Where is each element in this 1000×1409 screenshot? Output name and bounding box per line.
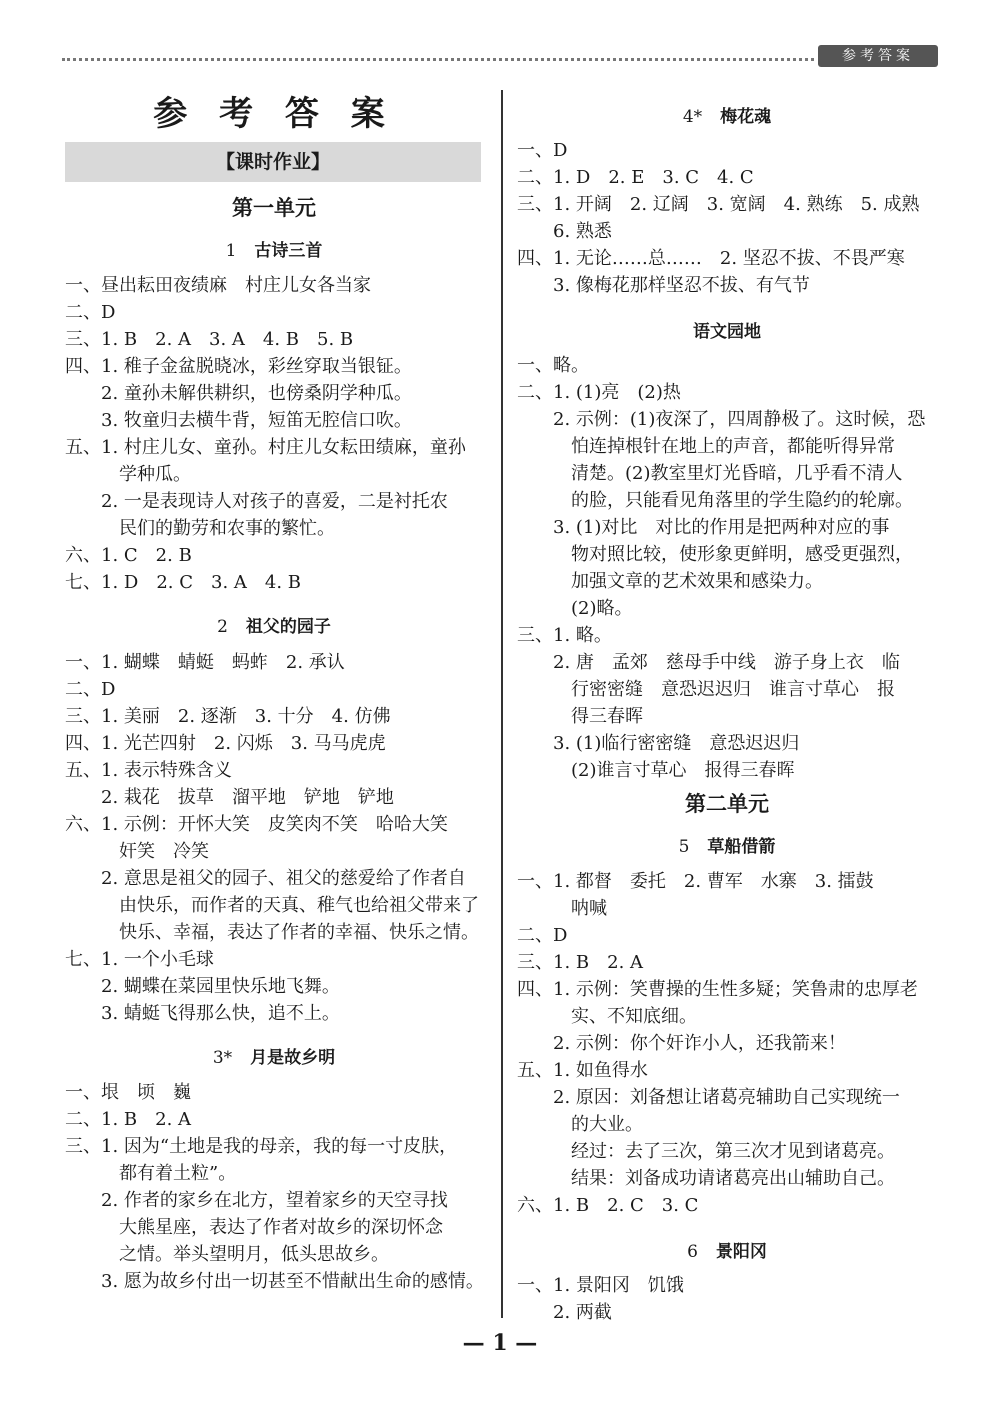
right-answer-line: 行密密缝 意恐迟迟归 谁言寸草心 报: [571, 679, 895, 700]
left-answer-line: 3. 牧童归去横牛背，短笛无腔信口吹。: [101, 410, 412, 431]
right-answer-line: 三、1. B 2. A: [517, 952, 644, 973]
left-answer-line: 三、1. 因为“土地是我的母亲，我的每一寸皮肤，: [65, 1136, 458, 1157]
right-answer-line: 四、1. 无论……总…… 2. 坚忍不拔、不畏严寒: [517, 248, 905, 269]
left-unit-heading: 第一单元: [232, 196, 316, 220]
right-answer-line: 的脸，只能看见角落里的学生隐约的轮廓。: [571, 490, 913, 511]
lesson-title: 祖父的园子: [245, 617, 331, 637]
right-lesson-heading: [517, 317, 937, 342]
lesson-title: 梅花魂: [720, 107, 772, 127]
left-answer-line: 2. 意思是祖父的园子、祖父的慈爱给了作者自: [101, 868, 466, 889]
left-lesson-heading: [65, 612, 483, 637]
left-answer-line: 之情。举头望明月，低头思故乡。: [119, 1244, 389, 1265]
left-answer-line: 学种瓜。: [119, 464, 191, 485]
left-answer-line: 由快乐，而作者的天真、稚气也给祖父带来了: [119, 895, 479, 916]
left-answer-line: 一、昼出耘田夜绩麻 村庄儿女各当家: [65, 275, 371, 296]
left-answer-line: 六、1. C 2. B: [65, 545, 192, 566]
right-answer-line: 六、1. B 2. C 3. C: [517, 1195, 699, 1216]
left-answer-line: 三、1. B 2. A 3. A 4. B 5. B: [65, 329, 354, 350]
lesson-title: 景阳冈: [715, 1242, 767, 1262]
left-answer-line: 五、1. 村庄儿女、童孙。村庄儿女耘田绩麻，童孙: [65, 437, 466, 458]
right-answer-line: 怕连掉根针在地上的声音，都能听得异常: [571, 436, 895, 457]
left-answer-line: 五、1. 表示特殊含义: [65, 760, 232, 781]
right-answer-line: 三、1. 略。: [517, 625, 612, 646]
left-answer-line: 2. 作者的家乡在北方，望着家乡的天空寻找: [101, 1190, 448, 1211]
left-answer-line: 一、1. 蝴蝶 蜻蜓 蚂蚱 2. 承认: [65, 652, 345, 673]
right-answer-line: 清楚。(2)教室里灯光昏暗，几乎看不清人: [571, 463, 903, 484]
right-answer-line: 五、1. 如鱼得水: [517, 1060, 648, 1081]
right-lesson-heading: [517, 1237, 937, 1262]
right-answer-line: 物对照比较，使形象更鲜明，感受更强烈，: [571, 544, 913, 565]
left-answer-line: 2. 童孙未解供耕织，也傍桑阴学种瓜。: [101, 383, 412, 404]
left-answer-line: 奸笑 冷笑: [119, 841, 209, 862]
left-answer-line: 3. 蜻蜓飞得那么快，追不上。: [101, 1003, 340, 1024]
lesson-title: 草船借箭: [707, 837, 776, 857]
right-answer-line: 3. (1)对比 对比的作用是把两种对应的事: [553, 517, 890, 538]
right-answer-line: 加强文章的艺术效果和感染力。: [571, 571, 823, 592]
right-answer-line: 3. (1)临行密密缝 意恐迟迟归: [553, 733, 800, 754]
column-divider: [501, 90, 503, 1318]
left-answer-line: 都有着土粒”。: [119, 1163, 237, 1184]
lesson-title: 语文园地: [693, 322, 761, 342]
lesson-number: 3*: [212, 1048, 233, 1068]
right-answer-line: 2. 示例：(1)夜深了，四周静极了。这时候，恐: [553, 409, 926, 430]
right-answer-line: 一、1. 景阳冈 饥饿: [517, 1275, 684, 1296]
left-answer-line: 民们的勤劳和农事的繁忙。: [119, 518, 335, 539]
left-answer-line: 2. 一是表现诗人对孩子的喜爱，二是衬托农: [101, 491, 448, 512]
right-answer-line: 二、1. D 2. E 3. C 4. C: [517, 167, 754, 188]
right-answer-line: 三、1. 开阔 2. 辽阔 3. 宽阔 4. 熟练 5. 成熟: [517, 194, 920, 215]
page-title: 参 考 答 案: [153, 94, 395, 134]
right-answer-line: 经过：去了三次，第三次才见到诸葛亮。: [571, 1141, 895, 1162]
right-answer-line: (2)谁言寸草心 报得三春晖: [571, 760, 795, 781]
left-column: [65, 0, 483, 1409]
section-bar: 【课时作业】: [65, 142, 481, 182]
lesson-number: 6: [687, 1242, 698, 1262]
right-answer-line: 二、1. (1)亮 (2)热: [517, 382, 681, 403]
lesson-number: 5: [678, 837, 690, 857]
right-answer-line: 的大业。: [571, 1114, 643, 1135]
right-answer-line: 呐喊: [571, 898, 607, 919]
left-answer-line: 四、1. 稚子金盆脱晓冰，彩丝穿取当银钲。: [65, 356, 412, 377]
left-answer-line: 二、D: [65, 302, 116, 323]
right-answer-line: 6. 熟悉: [553, 221, 612, 242]
right-answer-line: (2)略。: [571, 598, 633, 619]
lesson-number: 4*: [682, 107, 703, 127]
left-answer-line: 快乐、幸福，表达了作者的幸福、快乐之情。: [119, 922, 479, 943]
right-answer-line: 实、不知底细。: [571, 1006, 697, 1027]
right-answer-line: 二、D: [517, 925, 568, 946]
right-answer-line: 结果：刘备成功请诸葛亮出山辅助自己。: [571, 1168, 895, 1189]
left-answer-line: 3. 愿为故乡付出一切甚至不惜献出生命的感情。: [101, 1271, 484, 1292]
lesson-number: 1: [225, 241, 237, 261]
right-column: [517, 0, 937, 1409]
left-answer-line: 大熊星座，表达了作者对故乡的深切怀念: [119, 1217, 443, 1238]
left-answer-line: 2. 蝴蝶在菜园里快乐地飞舞。: [101, 976, 340, 997]
right-answer-line: 2. 原因：刘备想让诸葛亮辅助自己实现统一: [553, 1087, 900, 1108]
left-answer-line: 六、1. 示例：开怀大笑 皮笑肉不笑 哈哈大笑: [65, 814, 448, 835]
right-lesson-heading: [517, 102, 937, 127]
left-answer-line: 二、D: [65, 679, 116, 700]
right-answer-line: 2. 示例：你个奸诈小人，还我箭来！: [553, 1033, 846, 1054]
left-answer-line: 七、1. 一个小毛球: [65, 949, 214, 970]
right-answer-line: 一、1. 都督 委托 2. 曹军 水寨 3. 擂鼓: [517, 871, 874, 892]
left-answer-line: 四、1. 光芒四射 2. 闪烁 3. 马马虎虎: [65, 733, 386, 754]
page-number: — 1 —: [462, 1330, 538, 1356]
left-answer-line: 三、1. 美丽 2. 逐渐 3. 十分 4. 仿佛: [65, 706, 391, 727]
left-answer-line: 七、1. D 2. C 3. A 4. B: [65, 572, 302, 593]
right-answer-line: 2. 两截: [553, 1302, 612, 1323]
right-answer-line: 得三春晖: [571, 706, 643, 727]
right-unit-heading: 第二单元: [685, 792, 769, 816]
lesson-title: 古诗三首: [254, 241, 323, 261]
left-lesson-heading: [65, 1043, 483, 1068]
right-answer-line: 3. 像梅花那样坚忍不拔、有气节: [553, 275, 810, 296]
right-answer-line: 四、1. 示例：笑曹操的生性多疑；笑鲁肃的忠厚老: [517, 979, 918, 1000]
lesson-number: 2: [217, 617, 228, 637]
lesson-title: 月是故乡明: [250, 1048, 336, 1068]
right-answer-line: 一、略。: [517, 355, 589, 376]
right-answer-line: 2. 唐 孟郊 慈母手中线 游子身上衣 临: [553, 652, 900, 673]
left-answer-line: 一、垠 顷 巍: [65, 1082, 191, 1103]
header-tag: 参考答案: [818, 45, 938, 67]
right-lesson-heading: [517, 832, 937, 857]
right-answer-line: 一、D: [517, 140, 568, 161]
left-lesson-heading: [65, 236, 483, 261]
left-answer-line: 二、1. B 2. A: [65, 1109, 192, 1130]
left-answer-line: 2. 栽花 拔草 溜平地 铲地 铲地: [101, 787, 394, 808]
